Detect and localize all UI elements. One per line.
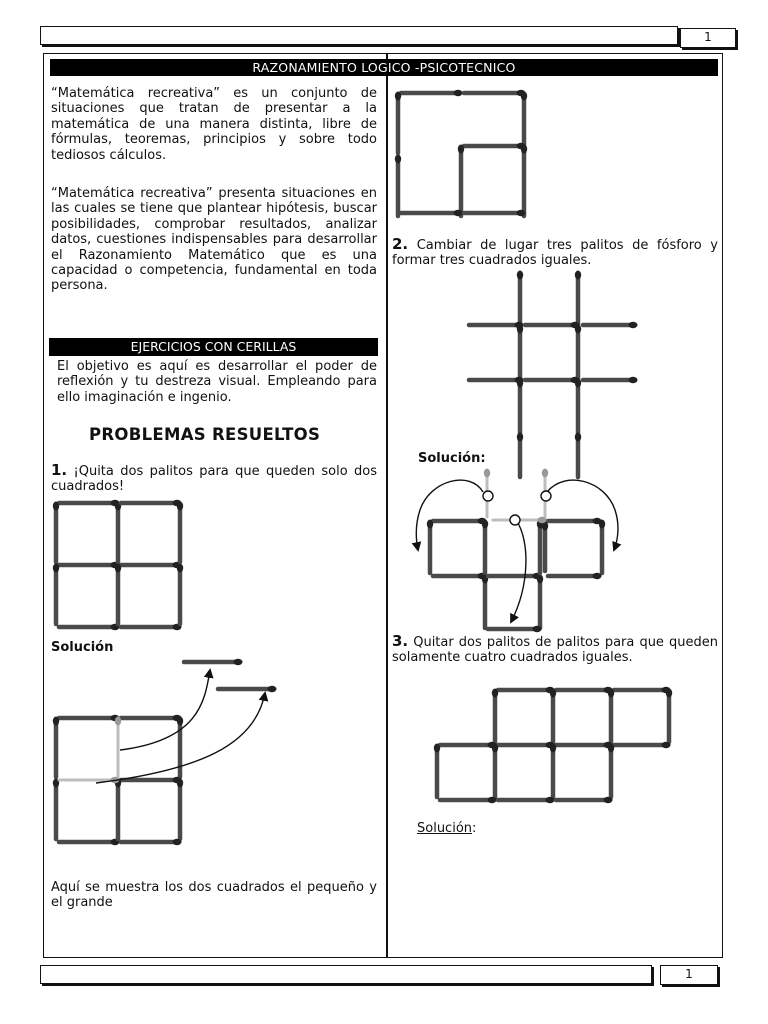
matchstick bbox=[53, 779, 59, 840]
pick-marker-1 bbox=[483, 491, 493, 501]
matchstick bbox=[464, 143, 526, 149]
page-title: RAZONAMIENTO LOGICO -PSICOTECNICO bbox=[50, 59, 718, 76]
matchstick bbox=[548, 573, 602, 579]
intro-paragraph-1: “Matemática recreativa” es un conjunto de situaciones que tratan de presentar a la matemática de una manera distinta, libre de fórmulas, teoremas, principios y sobre todo tediosos cálculos. bbox=[51, 86, 377, 163]
problem-3-statement: Quitar dos palitos de palitos para que queden solamente cuatro cuadrados iguales. bbox=[392, 635, 718, 666]
matchstick bbox=[492, 689, 498, 743]
problem-3-solution-colon: : bbox=[472, 821, 477, 836]
matchstick bbox=[401, 90, 463, 96]
matchstick bbox=[469, 322, 524, 328]
problem-2-statement: Cambiar de lugar tres palitos de fósforo y formar tres cuadrados iguales. bbox=[392, 238, 718, 269]
matchstick bbox=[550, 744, 556, 798]
matchstick bbox=[608, 744, 614, 798]
matchstick bbox=[184, 659, 243, 665]
matchstick bbox=[517, 379, 523, 434]
matchstick bbox=[492, 744, 498, 798]
problem-1-solution-label: Solución bbox=[51, 640, 114, 655]
matchstick bbox=[433, 573, 487, 579]
matchstick bbox=[59, 624, 120, 630]
arrow-2a bbox=[416, 480, 483, 550]
problem-3-solution-word: Solución bbox=[417, 821, 473, 836]
section-objective: El objetivo es aquí es desarrollar el poder de reflexión y tu destreza visual. Empleando para ello imaginación e ingenio. bbox=[57, 359, 377, 405]
matchstick bbox=[395, 92, 401, 154]
matchstick bbox=[525, 377, 580, 383]
matchstick bbox=[53, 502, 59, 563]
matchstick bbox=[59, 562, 120, 568]
matchstick bbox=[525, 322, 580, 328]
matchstick bbox=[542, 522, 548, 572]
matchstick bbox=[177, 564, 183, 625]
matchstick bbox=[59, 777, 120, 783]
matchstick bbox=[469, 377, 524, 383]
matchstick bbox=[517, 271, 523, 326]
matchstick bbox=[115, 717, 121, 778]
arrow-2c bbox=[511, 520, 526, 622]
matchstick bbox=[556, 797, 613, 803]
matchstick bbox=[488, 626, 542, 632]
problem-1-number: 1. bbox=[51, 461, 68, 479]
matchstick bbox=[575, 325, 581, 380]
matchstick bbox=[517, 325, 523, 380]
pick-marker-2 bbox=[541, 491, 551, 501]
arrow-2b bbox=[547, 480, 618, 550]
matchstick bbox=[488, 573, 542, 579]
matchstick bbox=[583, 322, 638, 328]
matchstick bbox=[666, 689, 672, 743]
matchstick bbox=[121, 715, 182, 721]
matchstick bbox=[614, 742, 671, 748]
matchstick bbox=[177, 502, 183, 563]
matchstick bbox=[521, 145, 527, 217]
matchstick bbox=[121, 839, 182, 845]
section-title: EJERCICIOS CON CERILLAS bbox=[49, 338, 378, 356]
matchstick bbox=[440, 797, 497, 803]
matchstick bbox=[575, 271, 581, 326]
matchstick bbox=[121, 624, 182, 630]
matchstick bbox=[498, 742, 555, 748]
matchstick bbox=[401, 210, 463, 216]
matchstick bbox=[177, 779, 183, 840]
problem-1-statement: ¡Quita dos palitos para que queden solo dos cuadrados! bbox=[51, 464, 377, 495]
matchstick bbox=[575, 379, 581, 434]
intro-paragraph-2: “Matemática recreativa” presenta situaciones en las cuales se tiene que plantear hipótesis, buscar posibilidades, comprobar resultados, analizar datos, cuestiones indispensables para desarrollar el Razonamiento Matemático que es una capacidad o competencia, fundamental en toda persona. bbox=[51, 186, 377, 294]
problems-heading: PROBLEMAS RESUELTOS bbox=[89, 425, 321, 444]
matchstick bbox=[464, 210, 526, 216]
matchstick bbox=[464, 90, 526, 96]
problem-2-number: 2. bbox=[392, 235, 409, 253]
matchstick bbox=[583, 377, 638, 383]
matchstick bbox=[218, 686, 277, 692]
problem-2-solution-label: Solución: bbox=[418, 451, 486, 466]
problem-1-caption: Aquí se muestra los dos cuadrados el pequeño y el grande bbox=[51, 880, 377, 911]
matchstick bbox=[556, 687, 613, 693]
matchstick bbox=[575, 433, 581, 478]
matchstick bbox=[498, 687, 555, 693]
matchstick bbox=[121, 562, 182, 568]
matchstick bbox=[59, 500, 120, 506]
matchstick bbox=[482, 520, 488, 574]
header-page-number: 1 bbox=[680, 28, 736, 48]
matchstick bbox=[115, 502, 121, 563]
matchstick bbox=[121, 500, 182, 506]
matchstick bbox=[550, 689, 556, 743]
matchstick bbox=[556, 742, 613, 748]
matchstick bbox=[59, 839, 120, 845]
matchstick bbox=[53, 564, 59, 625]
arrow-1a bbox=[120, 670, 210, 750]
matchstick bbox=[608, 689, 614, 743]
matchstick bbox=[427, 520, 433, 574]
matchstick bbox=[59, 715, 120, 721]
matchstick bbox=[115, 779, 121, 840]
matchstick bbox=[548, 518, 602, 524]
matchstick bbox=[53, 717, 59, 778]
matchstick bbox=[434, 744, 440, 798]
matchstick bbox=[115, 564, 121, 625]
matchstick bbox=[614, 687, 671, 693]
matchstick bbox=[458, 145, 464, 217]
footer-page-number: 1 bbox=[660, 965, 718, 985]
pick-marker-3 bbox=[510, 515, 520, 525]
matchstick bbox=[482, 575, 488, 629]
matchstick bbox=[395, 155, 401, 217]
matchstick bbox=[433, 518, 487, 524]
problem-3-number: 3. bbox=[392, 632, 409, 650]
matchstick bbox=[440, 742, 497, 748]
matchstick bbox=[498, 797, 555, 803]
matchstick bbox=[517, 433, 523, 478]
matchstick bbox=[537, 575, 543, 629]
matchstick bbox=[599, 520, 605, 574]
